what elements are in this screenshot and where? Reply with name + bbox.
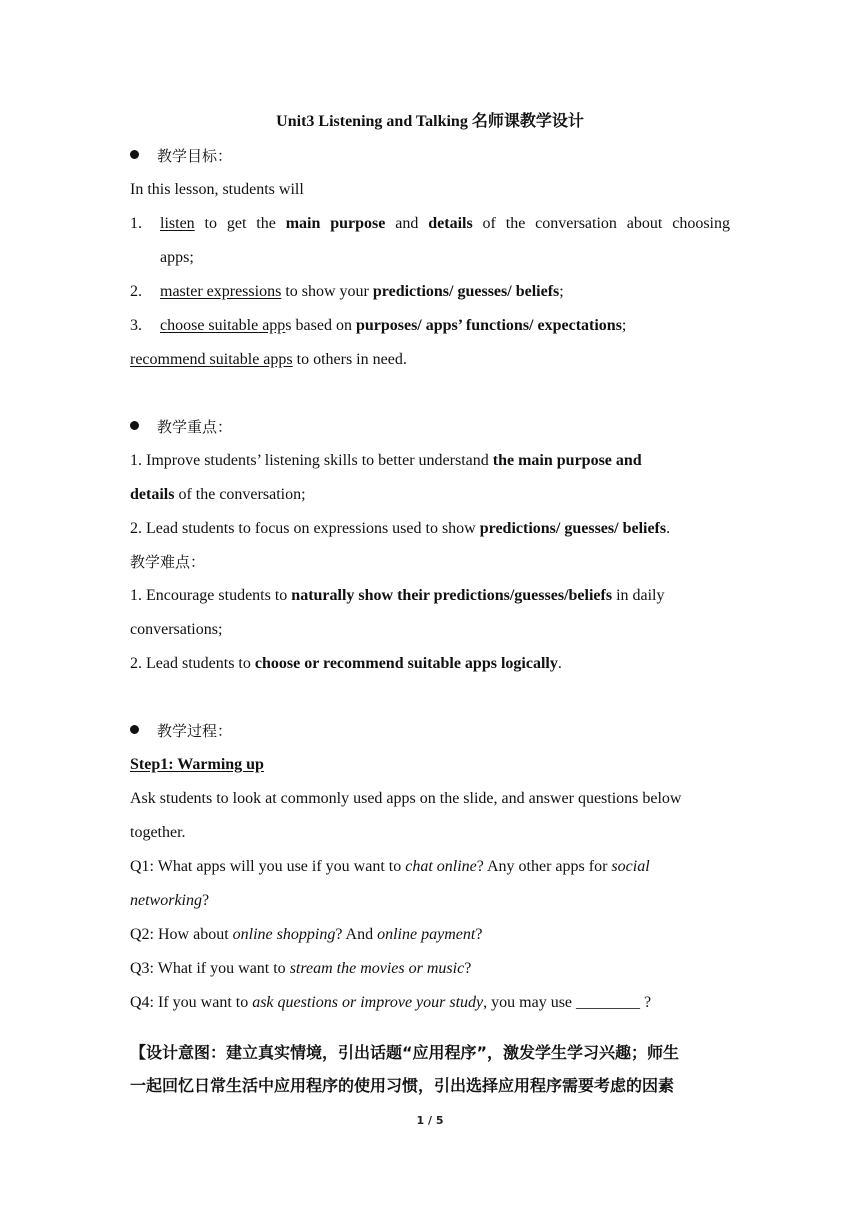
- design-intent-line-2: 一起回忆日常生活中应用程序的使用习惯，引出选择应用程序需要考虑的因素: [130, 1076, 675, 1095]
- difficulties-heading: 教学难点：: [130, 553, 206, 571]
- page-number: 1 / 5: [416, 1114, 444, 1127]
- bullet-icon: [130, 150, 139, 159]
- objectives-heading: 教学目标：: [130, 146, 730, 166]
- step1-heading: Step1: Warming up: [130, 756, 264, 773]
- keypoints-heading: 教学重点：: [130, 417, 730, 437]
- difficulty-item-2: 2. Lead students to choose or recommend suitable apps logically.: [130, 655, 562, 672]
- question-4: Q4: If you want to ask questions or improve your study, you may use ________ ?: [130, 994, 652, 1011]
- difficulty-item-1-cont: conversations;: [130, 621, 223, 638]
- objective-item-1: 1. listen to get the main purpose and details of the conversation about choosing: [130, 215, 730, 232]
- objectives-intro: In this lesson, students will: [130, 181, 304, 198]
- keypoint-item-1-cont: details of the conversation;: [130, 486, 306, 503]
- bullet-icon: [130, 421, 139, 430]
- question-1-cont: networking?: [130, 892, 210, 909]
- difficulty-item-1: 1. Encourage students to naturally show their predictions/guesses/beliefs in daily: [130, 587, 665, 604]
- objective-item-1-cont: apps;: [160, 249, 194, 266]
- document-title: Unit3 Listening and Talking 名师课教学设计: [276, 113, 584, 130]
- question-2: Q2: How about online shopping? And online payment?: [130, 926, 483, 943]
- step1-description-cont: together.: [130, 824, 186, 841]
- step1-description: Ask students to look at commonly used apps on the slide, and answer questions below: [130, 790, 682, 807]
- design-intent-line-1: 【设计意图：建立真实情境，引出话题“应用程序”，激发学生学习兴趣；师生: [130, 1043, 680, 1062]
- bullet-icon: [130, 725, 139, 734]
- process-heading: 教学过程：: [130, 721, 730, 741]
- question-1: Q1: What apps will you use if you want to chat online? Any other apps for social: [130, 858, 650, 875]
- question-3: Q3: What if you want to stream the movies or music?: [130, 960, 472, 977]
- keypoint-item-1: 1. Improve students’ listening skills to better understand the main purpose and: [130, 452, 642, 469]
- keypoint-item-2: 2. Lead students to focus on expressions used to show predictions/ guesses/ beliefs.: [130, 520, 671, 537]
- objective-item-2: 2. master expressions to show your predictions/ guesses/ beliefs;: [130, 283, 564, 300]
- objective-item-4: recommend suitable apps to others in need.: [130, 351, 407, 368]
- objective-item-3: 3. choose suitable apps based on purposes/ apps’ functions/ expectations;: [130, 317, 627, 334]
